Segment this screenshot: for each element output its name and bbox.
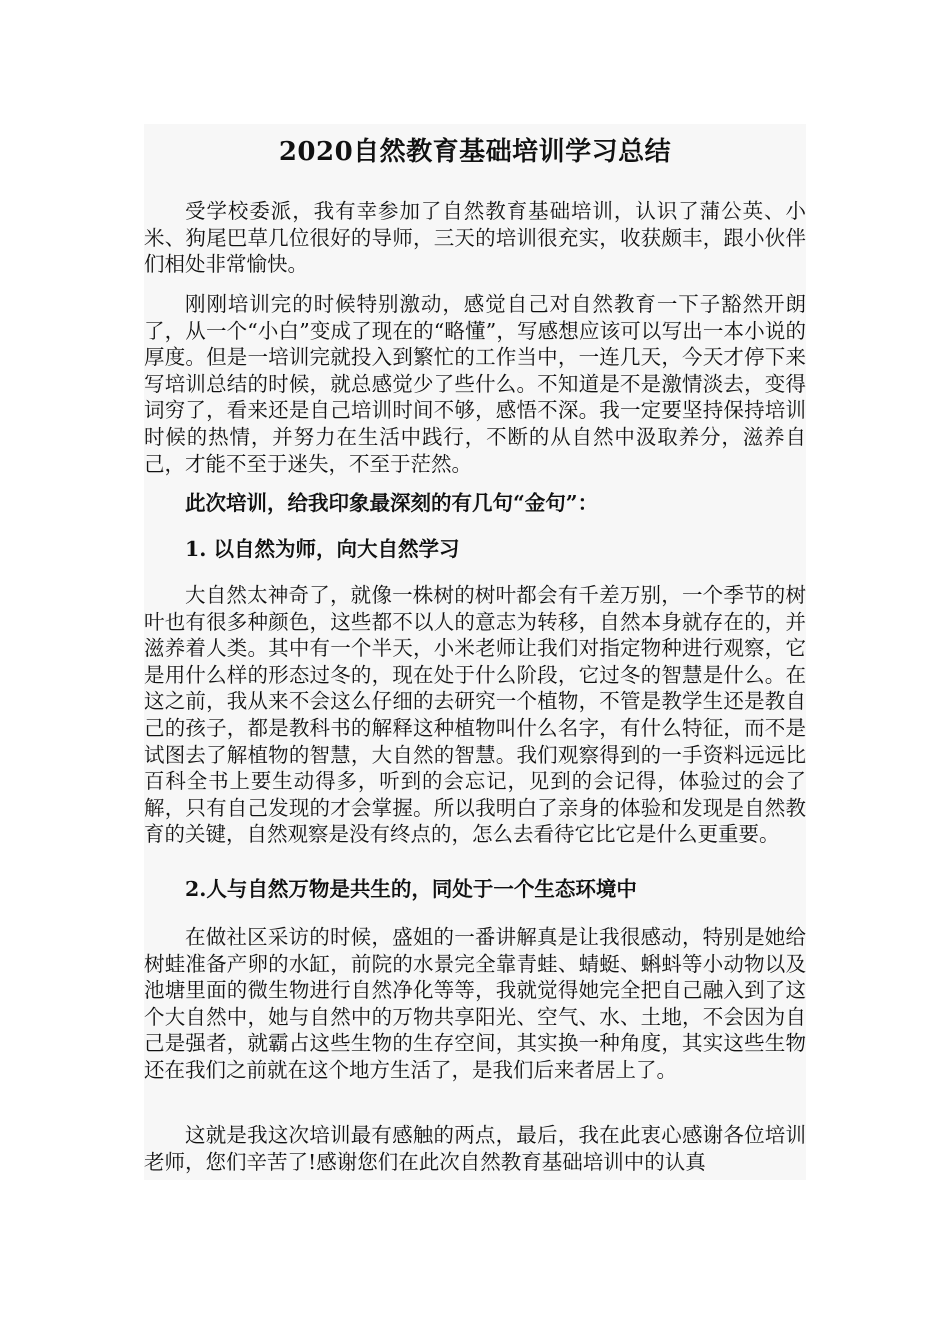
paragraph-intro: 受学校委派，我有幸参加了自然教育基础培训，认识了蒲公英、小米、狗尾巴草几位很好的导师，三天的培训很充实，收获颇丰，跟小伙伴们相处非常愉快。: [144, 199, 806, 277]
section-heading-2: 2.人与自然万物是共生的，同处于一个生态环境中: [185, 877, 637, 901]
paragraph-nature-teacher: 大自然太神奇了，就像一株树的树叶都会有千差万别，一个季节的树叶也有很多种颜色，这些都不以人的意志为转移，自然本身就存在的，并滋养着人类。其中有一个半天，小米老师让我们对指定物种进行观察，它是用什么样的形态过冬的，现在处于什么阶段，它过冬的智慧是什么。在这之前，我从来不会这么仔细的去研究一个植物，不管是教学生还是教自己的孩子，都是教科书的解释这种植物叫什么名字，有什么特征，而不是试图去了解植物的智慧，大自然的智慧。我们观察得到的一手资料远远比百科全书上要生动得多，听到的会忘记，见到的会记得，体验过的会了解，只有自己发现的才会掌握。所以我明白了亲身的体验和发现是自然教育的关键，自然观察是没有终点的，怎么去看待它比它是什么更重要。: [144, 583, 806, 847]
document-body: [144, 124, 806, 1180]
paragraph-reflection: 刚刚培训完的时候特别激动，感觉自己对自然教育一下子豁然开朗了，从一个“小白”变成了现在的“略懂”，写感想应该可以写出一本小说的厚度。但是一培训完就投入到繁忙的工作当中，一连几天，今天才停下来写培训总结的时候，就总感觉少了些什么。不知道是不是激情淡去，变得词穷了，看来还是自己培训时间不够，感悟不深。我一定要坚持保持培训时候的热情，并努力在生活中践行，不断的从自然中汲取养分，滋养自己，才能不至于迷失，不至于茫然。: [144, 292, 806, 476]
golden-quotes-heading: 此次培训，给我印象最深刻的有几句“金句”：: [185, 491, 599, 515]
paragraph-coexistence: 在做社区采访的时候，盛姐的一番讲解真是让我很感动，特别是她给树蛙准备产卵的水缸，前院的水景完全靠青蛙、蜻蜓、蝌蚪等小动物以及池塘里面的微生物进行自然净化等等，我就觉得她完全把自己融入到了这个大自然中，她与自然中的万物共享阳光、空气、水、土地，不会因为自己是强者，就霸占这些生物的生存空间，其实换一种角度，其实这些生物还在我们之前就在这个地方生活了，是我们后来者居上了。: [144, 925, 806, 1082]
paragraph-closing: 这就是我这次培训最有感触的两点，最后，我在此衷心感谢各位培训老师，您们辛苦了!感谢您们在此次自然教育基础培训中的认真: [144, 1123, 806, 1174]
section-heading-1: 1. 以自然为师，向大自然学习: [185, 537, 460, 561]
document-title: 2020自然教育基础培训学习总结: [278, 137, 672, 167]
